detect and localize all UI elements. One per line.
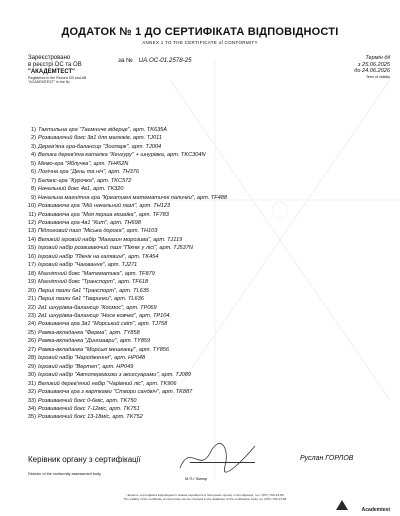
registered-org: "АКАДЕМТЕСТ" [28, 69, 76, 75]
valid-to: до 24.06.2026 [354, 68, 390, 74]
list-item: 20) Перші пазли 6в1 "Транспорт", арт. TL635 [27, 287, 149, 294]
list-item: 31) Великий дерев'яний набір "Чарівний ліс", арт. TK906 [27, 380, 177, 387]
list-item: 13) Підлоговий пазл "Міська дорога", арт. TH103 [27, 228, 158, 235]
list-item: 21) Перші пазли 6в1 "Тваринки", арт. TL636 [27, 296, 144, 303]
list-item: 26) Рамка-вкладанка "Динозаври", арт. TY859 [27, 338, 151, 345]
validity-check-note: Чинність сертифіката відповідності можна перевірити в базі даних органу з сертифікації, тел. (057) 766-44-86 The validity of the certificate of conformity can be checked in the database of the certification body, tel. (057) 766-44-86 [123, 493, 287, 501]
list-item: 3) Дерев'яна гра-балансир "Зоопарк", арт. TJ004 [31, 143, 162, 150]
list-item: 4) Велика дерев'яна каталка "Кенгуру" + шнурівка, арт. TKC304N [31, 152, 206, 159]
list-item: 7) Баланс-гра "Курочка", арт. TKC572 [31, 177, 132, 184]
list-item: 29) Ігровий набір "Вертеп", арт. HP049 [27, 363, 134, 370]
validity-label: Термін дії [365, 55, 390, 61]
registered-en2: "ACADEMTEST" in the № [28, 80, 70, 84]
list-item: 17) Ігровий набір "Чаювання", арт. TJ271 [27, 262, 138, 269]
list-item: 32) Розвиваюча гра з картками "Створи сандвіч", арт. TK887 [27, 389, 193, 396]
list-item: 35) Розвиваючий бокс 13-18міс, арт. TK752 [27, 414, 143, 421]
registered-line1: Зареєстровано [28, 55, 71, 61]
list-item: 28) Ігровий набір "Народження", арт. HP048 [27, 355, 146, 362]
signature-line [190, 462, 255, 463]
stamp-label: М.П./ Stamp [185, 476, 208, 481]
list-item: 6) Логічна гра "День та ніч", арт. TH376 [31, 169, 140, 176]
director-title-en: Director of the conformity assessment body [28, 472, 102, 476]
document-title: ДОДАТОК № 1 ДО СЕРТИФІКАТА ВІДПОВІДНОСТІ [61, 26, 339, 38]
list-item: 8) Начальний бокс 4в1, арт. TK320 [31, 186, 124, 193]
list-item: 34) Розвиваючий бокс 7-12міс, арт. TK751 [27, 405, 140, 412]
list-item: 5) Мемо-гра "Яблучка", арт. TH452N [31, 160, 129, 167]
director-title: Керівник органу з сертифікації [28, 455, 141, 464]
academtest-logo-text: Academtest [361, 507, 390, 513]
document-subtitle: ANNEX 1 TO THE CERTIFICATE of CONFORMITY [142, 40, 258, 45]
valid-from: з 25.06.2025 [357, 61, 390, 68]
registration-block [28, 55, 86, 84]
list-item: 24) Розвиваюча гра 3в1 "Морський світ", арт. TJ758 [27, 321, 168, 328]
list-item: 25) Рамка-вкладанка "Ферма", арт. TY858 [27, 329, 140, 336]
validity-en: Term of validity [366, 74, 390, 79]
list-item: 33) Розвиваючий бокс 0-6міс, арт. TK750 [27, 397, 137, 404]
list-item: 16) Ігровий набір "Пікнік на галявині", арт. TK454 [27, 253, 159, 260]
list-item: 1) Тактильна гра "Таємниче відерце", арт. TK635A [31, 127, 168, 133]
list-item: 2) Розвивaючий бокс 3в1 для малюків, арт. TJ011 [31, 135, 162, 142]
signer-name: Руслан ГОРЛОВ [300, 455, 354, 462]
list-item: 27) Рамка-вкладанка "Морські мешканці", арт. TY856 [27, 346, 170, 353]
list-item: 14) Великий ігровий набір "Магазин морозива", арт. TJ119 [27, 236, 183, 243]
list-item: 9) Начальна магнітна гра "Креативні математичні палички", арт. TF488 [31, 194, 228, 201]
registered-en: Registered in the Record CB and AB [28, 76, 87, 80]
list-item: 12) Розвиваюча гра 4в1 "Кит", арт. TH698 [27, 219, 141, 226]
list-item: 18) Магнітний бокс "Математика", арт. TF879 [27, 270, 155, 277]
list-item: 22) 2в1 шнурівка-балансир "Космос", арт. TP069 [27, 304, 157, 311]
signature-icon [170, 438, 260, 478]
cert-label: за № [118, 57, 133, 64]
registered-line2: в реєстрі ОС та ОВ [28, 62, 82, 68]
list-item: 15) Ігровий набір розвиваючий пазл "Пікнік у лісі", арт. TJ537N [27, 245, 193, 252]
list-item: 30) Ігровий набір "Автоперевозки з аксесуарами", арт. TJ089 [27, 372, 191, 379]
list-item: 19) Магнітний бокс "Транспорт", арт. TF618 [27, 279, 149, 286]
cert-number: UA.ОС-01.2578-25 [138, 57, 192, 64]
list-item: 23) 2в1 шнурівка-балансир "Носе ковчег", арт. TP104 [27, 312, 170, 319]
list-item: 11) Розвиваюча гра "Моя перша мозаїка", арт. TF783 [28, 211, 169, 218]
product-list [24, 126, 374, 422]
list-item: 10) Розвиваюча гра "Мій начальний пазл", арт. TH123 [27, 203, 171, 210]
